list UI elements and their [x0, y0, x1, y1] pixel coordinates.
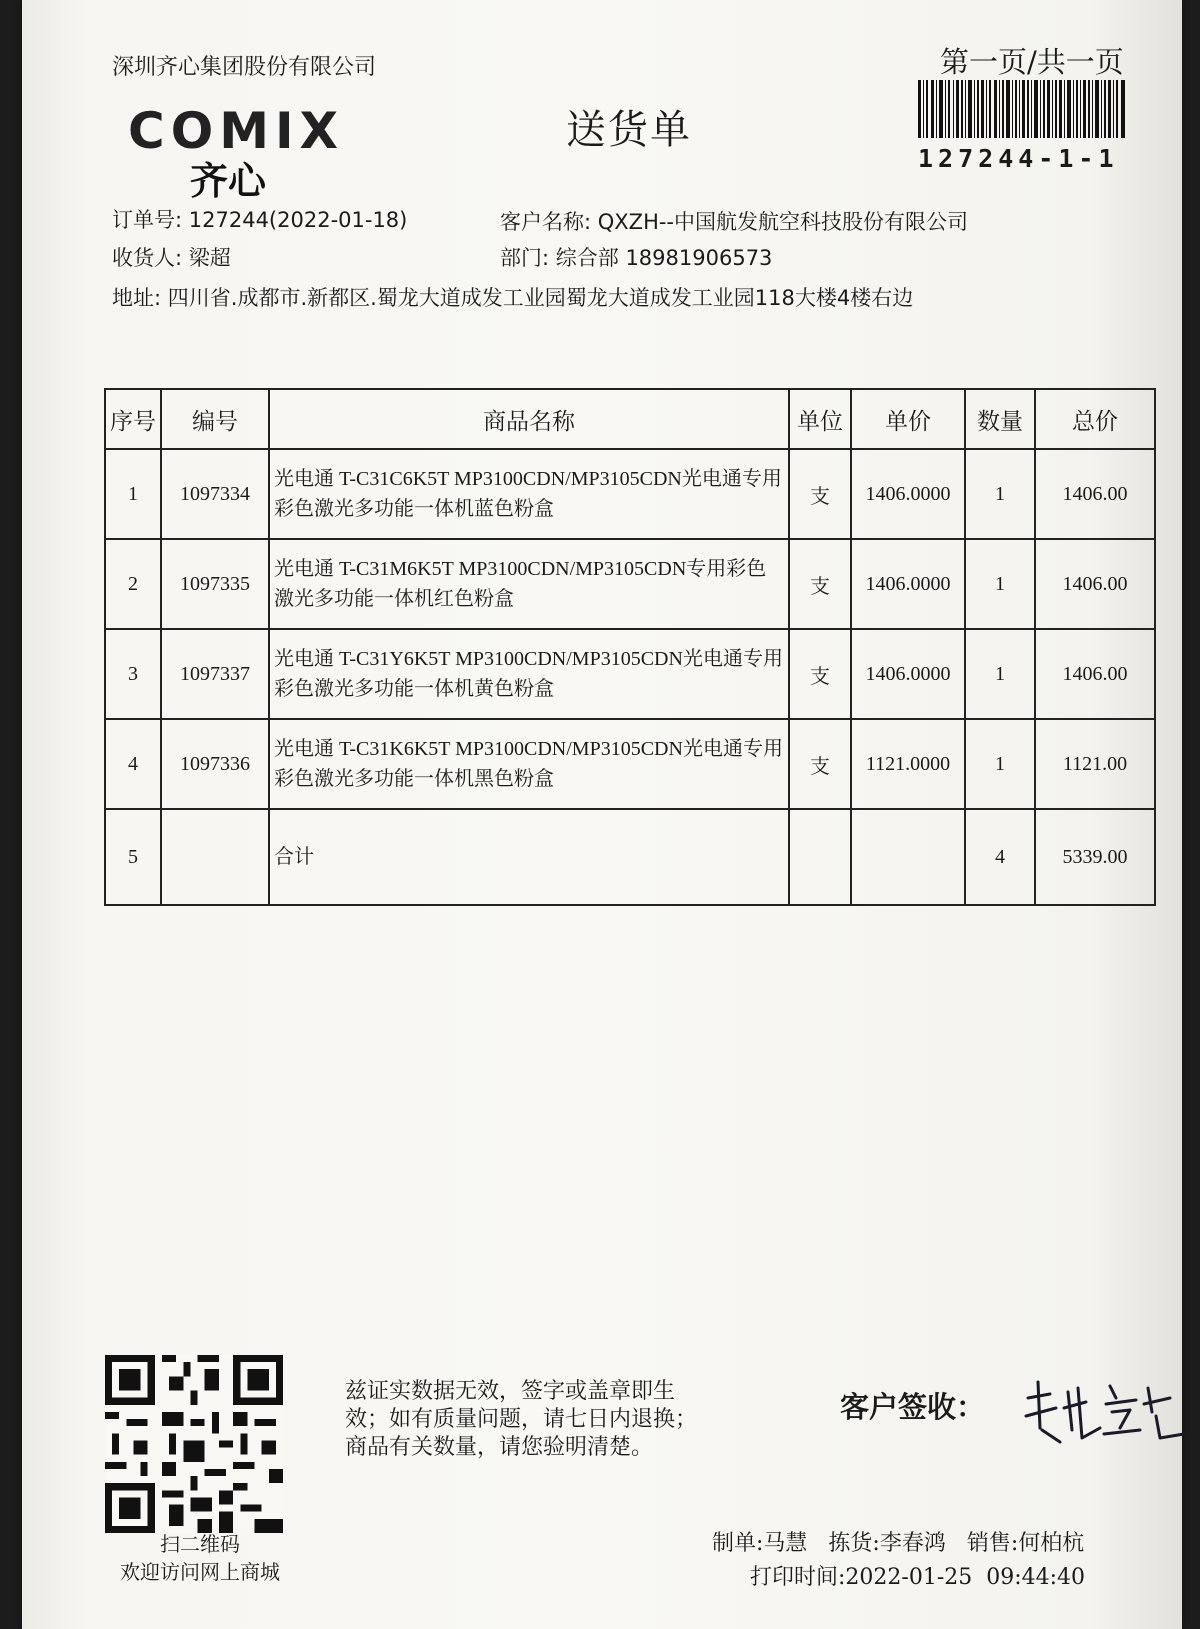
header-seq: 序号 — [105, 389, 161, 449]
row-total: 1406.00 — [1035, 449, 1155, 539]
row-quantity: 1 — [965, 449, 1035, 539]
company-name: 深圳齐心集团股份有限公司 — [112, 55, 377, 80]
department-value: 综合部 18981906573 — [555, 246, 773, 270]
row-total: 1406.00 — [1035, 629, 1155, 719]
row-unit-price: 1406.0000 — [851, 539, 965, 629]
row-code: 1097336 — [161, 719, 269, 809]
order-number-value: 127244(2022-01-18) — [188, 208, 408, 232]
header-unit-price: 单价 — [851, 389, 965, 449]
row-unit-price: 1406.0000 — [851, 629, 965, 719]
row-unit-price: 1121.0000 — [851, 719, 965, 809]
table-total-row — [105, 809, 1155, 905]
row-code: 1097335 — [161, 539, 269, 629]
row-product-name: 光电通 T-C31C6K5T MP3100CDN/MP3105CDN光电通专用彩色激光多功能一体机蓝色粉盒 — [269, 449, 789, 539]
order-number — [112, 204, 407, 234]
address-value: 四川省.成都市.新都区.蜀龙大道成发工业园蜀龙大道成发工业园118大楼4楼右边 — [167, 286, 914, 310]
row-total: 1121.00 — [1035, 719, 1155, 809]
row-unit: 支 — [789, 539, 851, 629]
notice-line-3: 商品有关数量，请您验明清楚。 — [345, 1435, 654, 1460]
barcode-graphic — [918, 80, 1125, 138]
maker: 制单:马慧 — [712, 1531, 808, 1556]
row-code: 1097334 — [161, 449, 269, 539]
print-time: 打印时间:2022-01-25 09:44:40 — [750, 1565, 1086, 1590]
page-info: 第一页/共一页 — [940, 45, 1124, 79]
receiver — [112, 242, 231, 272]
header-total-price: 总价 — [1035, 389, 1155, 449]
row-unit: 支 — [789, 629, 851, 719]
department-label: 部门: — [500, 246, 550, 270]
staff-info — [712, 1526, 1084, 1557]
customer-sign-label: 客户签收： — [840, 1390, 986, 1424]
handwritten-signature — [1020, 1368, 1190, 1458]
table-row — [105, 449, 1155, 539]
qr-code-icon[interactable] — [105, 1355, 283, 1533]
address-label: 地址: — [112, 286, 162, 310]
row-unit: 支 — [789, 449, 851, 539]
notice-line-2: 效；如有质量问题，请七日内退换； — [345, 1407, 698, 1432]
row-quantity: 1 — [965, 719, 1035, 809]
row-product-name: 光电通 T-C31K6K5T MP3100CDN/MP3105CDN光电通专用彩色激光多功能一体机黑色粉盒 — [269, 719, 789, 809]
receiver-value: 梁超 — [188, 246, 231, 270]
row-seq: 3 — [105, 629, 161, 719]
row-product-name: 光电通 T-C31Y6K5T MP3100CDN/MP3105CDN光电通专用彩色激光多功能一体机黄色粉盒 — [269, 629, 789, 719]
total-amount: 5339.00 — [1035, 809, 1155, 905]
table-row — [105, 539, 1155, 629]
table-header-row — [105, 389, 1155, 449]
comix-logo-cn: 齐心 — [190, 159, 267, 203]
total-unit-empty — [789, 809, 851, 905]
row-unit: 支 — [789, 719, 851, 809]
customer-name-label: 客户名称: — [500, 210, 592, 234]
order-number-label: 订单号: — [112, 208, 183, 232]
header-product-name: 商品名称 — [269, 389, 789, 449]
row-product-name: 光电通 T-C31M6K5T MP3100CDN/MP3105CDN专用彩色激光多功能一体机红色粉盒 — [269, 539, 789, 629]
row-seq: 1 — [105, 449, 161, 539]
header-unit: 单位 — [789, 389, 851, 449]
picker: 拣货:李春鸿 — [828, 1531, 946, 1556]
row-quantity: 1 — [965, 629, 1035, 719]
qr-caption-line-1: 扫二维码 — [160, 1532, 240, 1556]
total-seq: 5 — [105, 809, 161, 905]
customer-name-value: QXZH--中国航发航空科技股份有限公司 — [597, 210, 969, 234]
header-quantity: 数量 — [965, 389, 1035, 449]
row-quantity: 1 — [965, 539, 1035, 629]
table-row — [105, 719, 1155, 809]
address — [112, 282, 913, 312]
sales: 销售:何柏杭 — [966, 1531, 1085, 1556]
table-row — [105, 629, 1155, 719]
total-label: 合计 — [269, 809, 789, 905]
notice-line-1: 兹证实数据无效，签字或盖章即生 — [345, 1379, 676, 1404]
total-price-empty — [851, 809, 965, 905]
header-code: 编号 — [161, 389, 269, 449]
row-total: 1406.00 — [1035, 539, 1155, 629]
barcode-number: 127244-1-1 — [918, 144, 1119, 173]
total-quantity: 4 — [965, 809, 1035, 905]
row-seq: 4 — [105, 719, 161, 809]
document-title: 送货单 — [566, 107, 692, 153]
total-code-empty — [161, 809, 269, 905]
department — [500, 242, 772, 272]
customer-name — [500, 206, 968, 236]
qr-caption-line-2: 欢迎访问网上商城 — [120, 1560, 280, 1584]
row-code: 1097337 — [161, 629, 269, 719]
row-seq: 2 — [105, 539, 161, 629]
receiver-label: 收货人: — [112, 246, 183, 270]
comix-logo-text: COMIX — [128, 102, 345, 160]
qr-caption — [90, 1530, 310, 1586]
items-table — [104, 388, 1156, 906]
disclaimer-notice — [345, 1378, 745, 1462]
row-unit-price: 1406.0000 — [851, 449, 965, 539]
